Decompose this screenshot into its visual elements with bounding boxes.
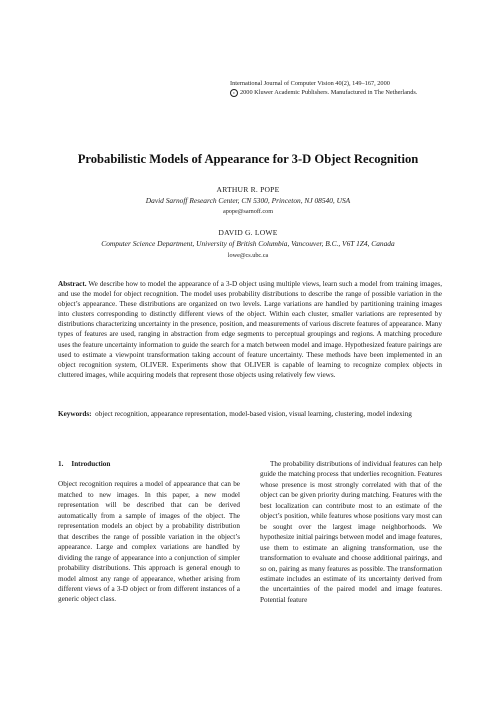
author-email-2: lowe@cs.ubc.ca [227,252,269,259]
left-column [58,459,240,605]
intro-paragraph-right: The probability distributions of individual features can help guide the matching process that underlies recognition. Features whose presence is most strongly correlated with that of the object can be given priority during matching. Features with the best localization can contribute most to an estimate of the object’s position, while features whose positions vary most can be sought over the largest image neighborhoods. We hypothesize initial pairings between model and image features, use them to estimate an aligning transformation, use the transformation to evaluate and choose additional pairings, and so on, pairing as many features as possible. The transformation estimate includes an estimate of its uncertainty derived from the uncertainties of the paired model and image features. Potential feature [260,460,442,604]
abstract-label: Abstract. [58,280,87,288]
journal-publisher-line [230,89,460,98]
journal-header [230,80,460,97]
author-name-2: DAVID G. LOWE [218,228,278,237]
section-title: Introduction [71,460,111,468]
right-column [260,459,442,605]
section-number: 1. [58,460,64,468]
keywords-text: object recognition, appearance representation, model-based vision, visual learning, clustering, model indexing [95,410,412,418]
section-heading [58,459,240,469]
keywords-label: Keywords: [58,410,92,418]
copyright-icon: c [230,89,238,97]
intro-paragraph-left: Object recognition requires a model of appearance that can be matched to new images. In this paper, a new model representation will be described that can be derived automatically from a sample of images of the object. The representation models an object by a probability distribution that describes the range of possible variation in the object’s appearance. Large and complex variations are handled by dividing the range of appearance into a conjunction of simpler probability distributions. This approach is general enough to model almost any range of appearance, whether arising from different views of a 3-D object or from different instances of a generic object class. [58,480,240,604]
author-name-1: ARTHUR R. POPE [216,185,280,194]
author-email-1: apope@sarnoff.com [222,208,274,215]
paper-title: Probabilistic Models of Appearance for 3-D Object Recognition [77,152,419,166]
journal-citation: International Journal of Computer Vision 40(2), 149–167, 2000 [230,80,390,87]
author-affiliation-2: Computer Science Department, University of British Columbia, Vancouver, B.C., V6T 1Z4, Canada [101,239,395,248]
author-affiliation-1: David Sarnoff Research Center, CN 5300, Princeton, NJ 08540, USA [145,196,351,205]
abstract-text: We describe how to model the appearance of a 3-D object using multiple views, learn such a model from training images, and use the model for object recognition. The model uses probability distributions to describe the range of possible variation in the object’s appearance. These distributions are organized on two levels. Large variations are handled by partitioning training images into clusters corresponding to distinctly different views of the object. Within each cluster, smaller variations are represented by distributions characterizing uncertainty in the presence, position, and measurements of various discrete features of appearance. Many types of features are used, ranging in abstraction from edge segments to perceptual groupings and regions. A matching procedure uses the feature uncertainty information to guide the search for a match between model and image. Hypothesized feature pairings are used to estimate a viewpoint transformation taking account of feature uncertainty. These methods have been implemented in an object recognition system, OLIVER. Experiments show that OLIVER is capable of learning to recognize complex objects in cluttered images, while acquiring models that represent those objects using relatively few views. [58,280,442,379]
keywords [58,409,442,419]
abstract [58,279,442,380]
journal-publisher: 2000 Kluwer Academic Publishers. Manufactured in The Netherlands. [240,88,418,96]
